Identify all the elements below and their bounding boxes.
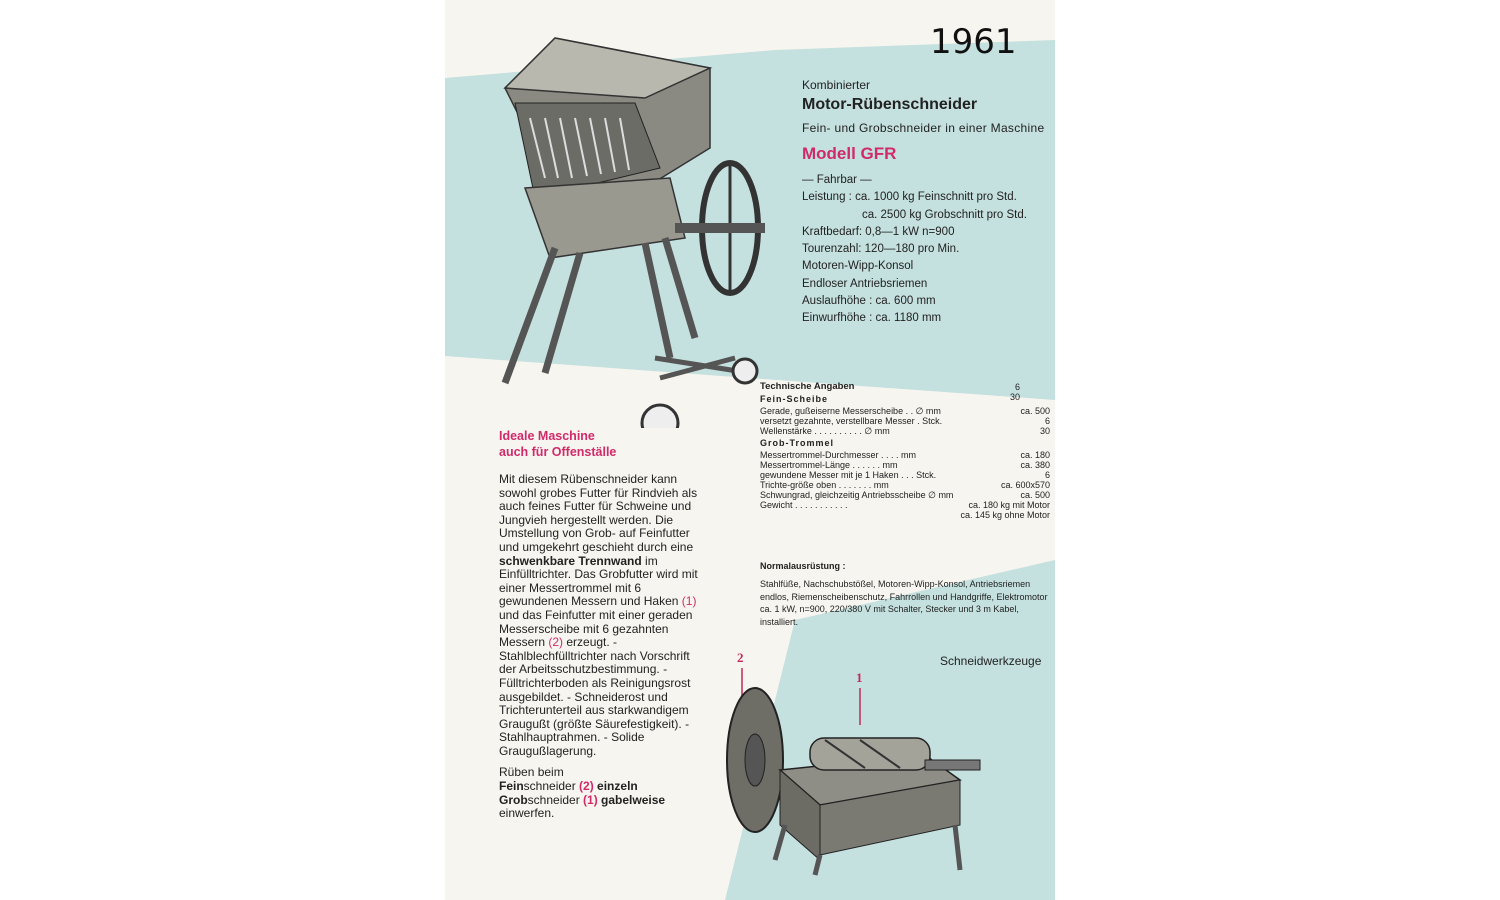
tech-row: Trichte-größe oben . . . . . . . mm ca. 600x570 [760, 480, 1050, 490]
fein-heading: Fein-Scheibe [760, 394, 829, 404]
tech-row: Schwungrad, gleichzeitig Antriebsscheibe ∅ mm ca. 500 [760, 490, 1050, 500]
spec-row: Motoren-Wipp-Konsol [802, 260, 914, 273]
tech-row: Gerade, gußeiserne Messerscheibe . . ∅ mm ca. 500 [760, 406, 1050, 416]
spec-row: Endloser Antriebsriemen [802, 277, 928, 290]
spec-row: Tourenzahl: 120—180 pro Min. [802, 243, 960, 256]
body-paragraph: Mit diesem Rübenschneider kann sowohl grobes Futter für Rindvieh als auch feines Futter für Schweine und Jungvieh hergestellt werden. Die Umstellung von Grob- auf Feinfutter und umgekehrt geschieht durch eine schwenkbare Trennwand im Einfülltrichter. Das Grobfutter wird mit einer Messertrommel mit 6 gewundenen Messern und Haken (1) und das Feinfutter mit einer geraden Messerscheibe mit 6 gezahnten Messern (2) erzeugt. - Stahlblechfülltrichter nach Vorschrift der Arbeitsschutzbestimmung. - Fülltrichterboden als Reinigungsrost ausgebildet. - Schneiderost und Trichterunterteil aus starkwandigem Graugußt (größte Säurefestigkeit). - Stahlhauptrahmen. - Solide Graugußlagerung. [499, 472, 698, 758]
header-kicker: Kombinierter [802, 78, 871, 92]
normal-equipment [760, 560, 1052, 628]
normal-text: Stahlfüße, Nachschubstößel, Motoren-Wipp-Konsol, Antriebsriemen endlos, Riemenscheibenschutz, Fahrrollen und Handgriffe, Elektromotor ca. 1 kW, n=900, 220/380 V mit Schalter, Stecker und 3 m Kabel, installiert. [760, 579, 1048, 627]
cutting-tools-illustration [720, 660, 985, 880]
tech-row: Messertrommel-Durchmesser . . . . mm ca. 180 [760, 450, 1050, 460]
spec-row: Leistung : ca. 1000 kg Feinschnitt pro Std. [802, 191, 1017, 204]
label-one: 1 [856, 670, 863, 685]
spec-row: — Fahrbar — [802, 174, 872, 186]
label-two: 2 [737, 650, 744, 665]
tech-row: gewundene Messer mit je 1 Haken . . . Stck. 6 [760, 470, 1050, 480]
model-name: Modell GFR [802, 144, 897, 163]
spec-list [802, 172, 1052, 328]
body-text [499, 473, 701, 829]
spec-row: Kraftbedarf: 0,8—1 kW n=900 [802, 225, 955, 238]
header-title: Motor-Rübenschneider [802, 96, 978, 113]
header-subtitle: Fein- und Grobschneider in einer Maschine [802, 121, 1045, 135]
year-label: 1961 [930, 22, 1017, 62]
cutting-tools-caption: Schneidwerkzeuge [940, 654, 1042, 668]
spec-row: ca. 2500 kg Grobschnitt pro Std. [862, 208, 1027, 221]
tech-heading: Technische Angaben [760, 381, 855, 392]
body-paragraph: Rüben beim Feinschneider (2) einzeln Grobschneider (1) gabelweise einwerfen. [499, 765, 666, 821]
tech-row: ca. 145 kg ohne Motor [960, 510, 1050, 520]
tech-row: Gewicht . . . . . . . . . . . ca. 180 kg mit Motor [760, 500, 1050, 510]
spec-row: Einwurfhöhe : ca. 1180 mm [802, 312, 942, 325]
ideal-heading: Ideale Maschine auch für Offenställe [499, 429, 617, 459]
normal-heading: Normalausrüstung : [760, 561, 846, 571]
tech-top-right: 6 30 [1009, 382, 1020, 402]
grob-heading: Grob-Trommel [760, 438, 835, 448]
technical-data [760, 382, 1050, 520]
tech-row: versetzt gezahnte, verstellbare Messer . Stck. 6 [760, 416, 1050, 426]
tech-row: Wellenstärke . . . . . . . . . . ∅ mm 30 [760, 426, 1050, 436]
tech-row: Messertrommel-Länge . . . . . . mm ca. 380 [760, 460, 1050, 470]
spec-row: Auslaufhöhe : ca. 600 mm [802, 295, 936, 308]
header-block [802, 78, 1052, 328]
machine-illustration [495, 28, 780, 428]
